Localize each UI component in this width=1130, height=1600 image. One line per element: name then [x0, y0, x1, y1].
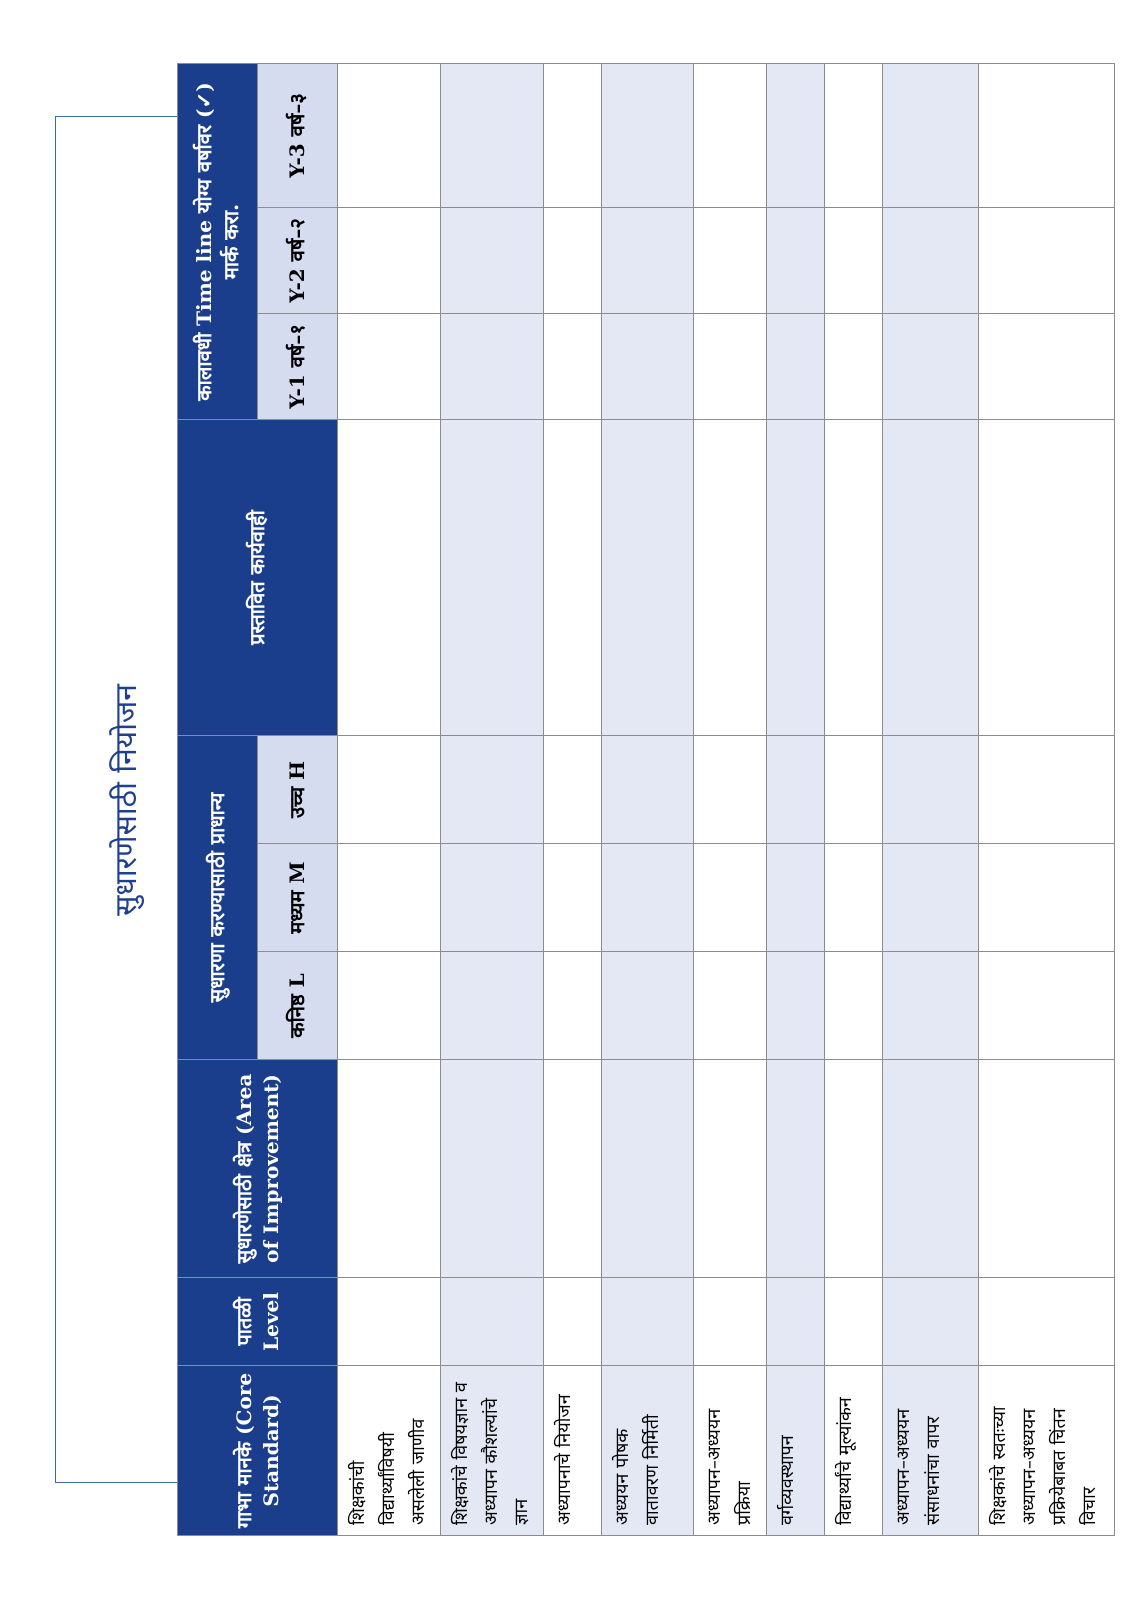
- priority-h-cell[interactable]: [825, 736, 883, 844]
- rotated-sheet: [97, 64, 1100, 1536]
- table-row: [883, 64, 979, 1536]
- year-1-cell[interactable]: [602, 314, 694, 420]
- improvement-plan-table: [177, 63, 1115, 1536]
- row-core-standard: अध्यापन–अध्ययन संसाधनांचा वापर: [883, 1366, 979, 1536]
- priority-m-cell[interactable]: [883, 844, 979, 952]
- priority-l-cell[interactable]: [767, 952, 825, 1060]
- year-2-cell[interactable]: [694, 208, 767, 314]
- year-1-cell[interactable]: [694, 314, 767, 420]
- priority-h-cell[interactable]: [602, 736, 694, 844]
- year-2-cell[interactable]: [602, 208, 694, 314]
- row-core-standard: वर्गव्यवस्थापन: [767, 1366, 825, 1536]
- year-2-cell[interactable]: [338, 208, 441, 314]
- year-3-cell[interactable]: [767, 64, 825, 208]
- row-core-standard: अध्ययन पोषक वातावरण निर्मिती: [602, 1366, 694, 1536]
- table-row: [979, 64, 1115, 1536]
- priority-l-cell[interactable]: [979, 952, 1115, 1060]
- priority-h-cell[interactable]: [441, 736, 544, 844]
- year-2-cell[interactable]: [544, 208, 602, 314]
- priority-m-cell[interactable]: [767, 844, 825, 952]
- area-cell[interactable]: [544, 1060, 602, 1278]
- level-cell[interactable]: [441, 1278, 544, 1366]
- row-core-standard: शिक्षकांची विद्यार्थ्यांविषयी असलेली जाणीव: [338, 1366, 441, 1536]
- header-area-of-improvement: सुधारणेसाठी क्षेत्र (Area of Improvement): [178, 1060, 338, 1278]
- priority-m-cell[interactable]: [825, 844, 883, 952]
- area-cell[interactable]: [338, 1060, 441, 1278]
- area-cell[interactable]: [883, 1060, 979, 1278]
- priority-h-cell[interactable]: [338, 736, 441, 844]
- level-cell[interactable]: [767, 1278, 825, 1366]
- row-core-standard: अध्यापनाचे नियोजन: [544, 1366, 602, 1536]
- year-1-cell[interactable]: [767, 314, 825, 420]
- table-row: [767, 64, 825, 1536]
- year-1-cell[interactable]: [544, 314, 602, 420]
- area-cell[interactable]: [825, 1060, 883, 1278]
- area-cell[interactable]: [441, 1060, 544, 1278]
- priority-m-cell[interactable]: [441, 844, 544, 952]
- year-3-cell[interactable]: [338, 64, 441, 208]
- header-priority-low: कनिष्ठ L: [258, 952, 338, 1060]
- action-cell[interactable]: [883, 420, 979, 736]
- action-cell[interactable]: [338, 420, 441, 736]
- row-core-standard: विद्यार्थ्यांचे मूल्यांकन: [825, 1366, 883, 1536]
- action-cell[interactable]: [694, 420, 767, 736]
- year-1-cell[interactable]: [883, 314, 979, 420]
- row-core-standard: शिक्षकांचे स्वतःच्या अध्यापन–अध्ययन प्रक्रियेबाबत चिंतन विचार: [979, 1366, 1115, 1536]
- table-row: [441, 64, 544, 1536]
- header-timeline: कालावधी Time line योग्य वर्षावर (✓) मार्क करा.: [178, 64, 258, 420]
- header-priority-medium: मध्यम M: [258, 844, 338, 952]
- level-cell[interactable]: [338, 1278, 441, 1366]
- year-3-cell[interactable]: [441, 64, 544, 208]
- action-cell[interactable]: [979, 420, 1115, 736]
- year-1-cell[interactable]: [441, 314, 544, 420]
- header-year-2: Y-2 वर्ष–२: [258, 208, 338, 314]
- year-3-cell[interactable]: [883, 64, 979, 208]
- page-title: सुधारणेसाठी नियोजन: [109, 684, 144, 916]
- priority-l-cell[interactable]: [602, 952, 694, 1060]
- header-year-3: Y-3 वर्ष–३: [258, 64, 338, 208]
- header-priority: सुधारणा करण्यासाठी प्राधान्य: [178, 736, 258, 1060]
- year-3-cell[interactable]: [602, 64, 694, 208]
- action-cell[interactable]: [602, 420, 694, 736]
- priority-l-cell[interactable]: [694, 952, 767, 1060]
- priority-l-cell[interactable]: [825, 952, 883, 1060]
- header-level: पातळी Level: [178, 1278, 338, 1366]
- priority-m-cell[interactable]: [694, 844, 767, 952]
- year-1-cell[interactable]: [825, 314, 883, 420]
- level-cell[interactable]: [883, 1278, 979, 1366]
- priority-h-cell[interactable]: [979, 736, 1115, 844]
- year-2-cell[interactable]: [883, 208, 979, 314]
- level-cell[interactable]: [694, 1278, 767, 1366]
- header-year-1: Y-1 वर्ष–१: [258, 314, 338, 420]
- action-cell[interactable]: [825, 420, 883, 736]
- priority-m-cell[interactable]: [602, 844, 694, 952]
- priority-l-cell[interactable]: [338, 952, 441, 1060]
- table-row: [694, 64, 767, 1536]
- priority-h-cell[interactable]: [694, 736, 767, 844]
- row-core-standard: शिक्षकांचे विषयज्ञान व अध्यापन कौशल्यांचे ज्ञान: [441, 1366, 544, 1536]
- year-3-cell[interactable]: [825, 64, 883, 208]
- action-cell[interactable]: [767, 420, 825, 736]
- level-cell[interactable]: [602, 1278, 694, 1366]
- priority-m-cell[interactable]: [544, 844, 602, 952]
- area-cell[interactable]: [979, 1060, 1115, 1278]
- area-cell[interactable]: [602, 1060, 694, 1278]
- level-cell[interactable]: [544, 1278, 602, 1366]
- priority-l-cell[interactable]: [544, 952, 602, 1060]
- year-1-cell[interactable]: [338, 314, 441, 420]
- table-row: [338, 64, 441, 1536]
- action-cell[interactable]: [544, 420, 602, 736]
- priority-l-cell[interactable]: [883, 952, 979, 1060]
- priority-h-cell[interactable]: [883, 736, 979, 844]
- year-2-cell[interactable]: [825, 208, 883, 314]
- year-3-cell[interactable]: [979, 64, 1115, 208]
- header-proposed-action: प्रस्तावित कार्यवाही: [178, 420, 338, 736]
- table-row: [544, 64, 602, 1536]
- year-3-cell[interactable]: [694, 64, 767, 208]
- year-2-cell[interactable]: [767, 208, 825, 314]
- priority-h-cell[interactable]: [767, 736, 825, 844]
- table-row: [825, 64, 883, 1536]
- header-priority-high: उच्च H: [258, 736, 338, 844]
- priority-m-cell[interactable]: [338, 844, 441, 952]
- row-core-standard: अध्यापन–अध्ययन प्रक्रिया: [694, 1366, 767, 1536]
- priority-l-cell[interactable]: [441, 952, 544, 1060]
- priority-m-cell[interactable]: [979, 844, 1115, 952]
- year-2-cell[interactable]: [441, 208, 544, 314]
- year-2-cell[interactable]: [979, 208, 1115, 314]
- level-cell[interactable]: [979, 1278, 1115, 1366]
- table-row: [602, 64, 694, 1536]
- priority-h-cell[interactable]: [544, 736, 602, 844]
- header-core-standard: गाभा मानके (Core Standard): [178, 1366, 338, 1536]
- area-cell[interactable]: [694, 1060, 767, 1278]
- year-1-cell[interactable]: [979, 314, 1115, 420]
- area-cell[interactable]: [767, 1060, 825, 1278]
- level-cell[interactable]: [825, 1278, 883, 1366]
- action-cell[interactable]: [441, 420, 544, 736]
- year-3-cell[interactable]: [544, 64, 602, 208]
